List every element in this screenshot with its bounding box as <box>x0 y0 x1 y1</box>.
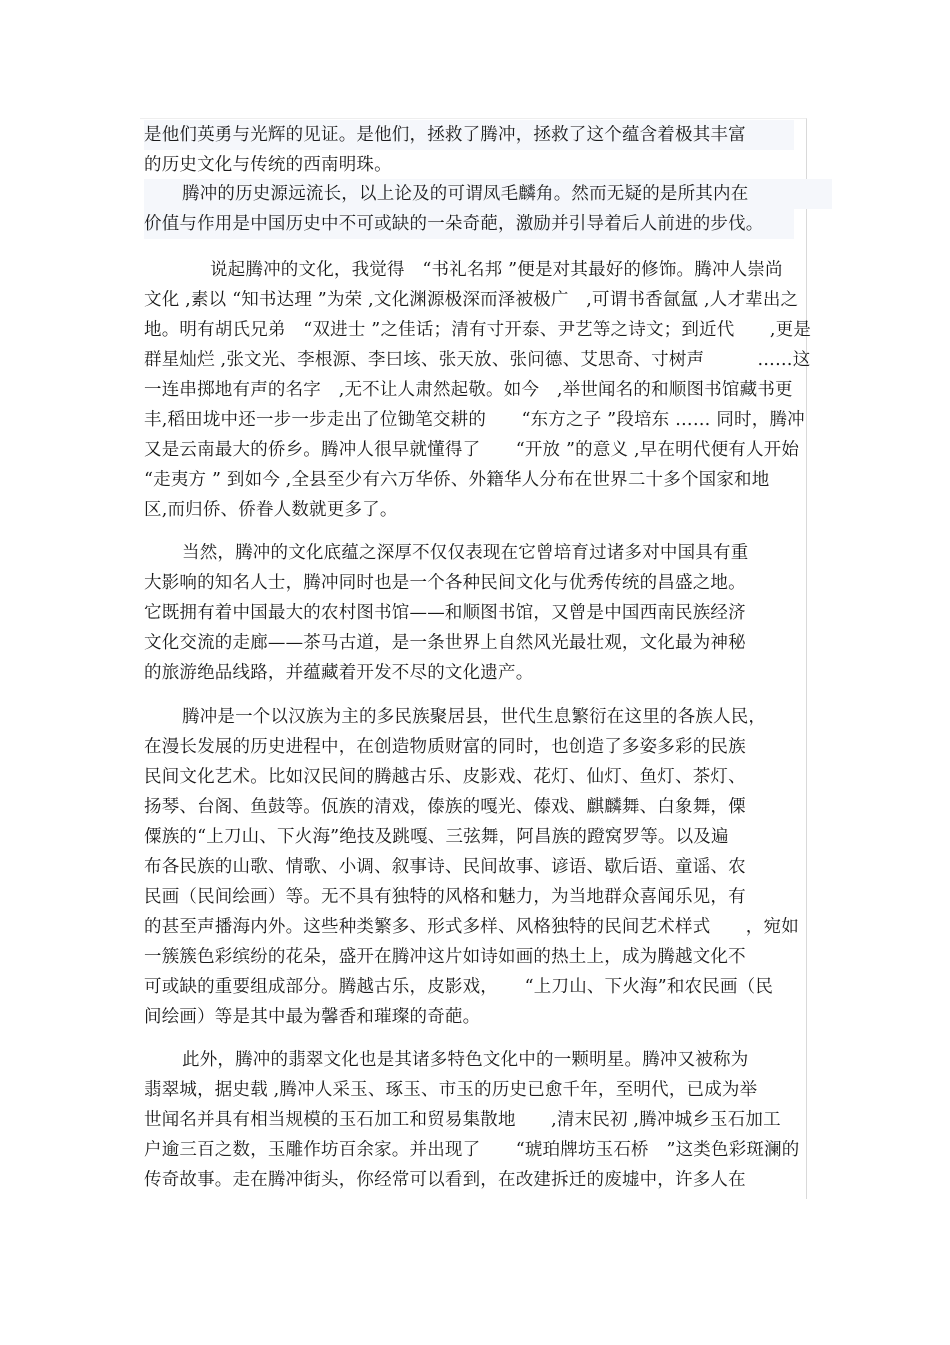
text-line: 群星灿烂 ,张文光、李根源、李曰垓、张天放、张问德、艾思奇、寸树声 ……这 <box>144 350 811 370</box>
paragraph-2 <box>144 179 808 239</box>
text-line: 文化 ,素以 “知书达理 ”为荣 ,文化渊源极深而泽被极广 ,可谓书香氤氲 ,人才辈出之 <box>144 290 799 310</box>
text-line: 大影响的知名人士，腾冲同时也是一个各种民间文化与优秀传统的昌盛之地。 <box>144 573 746 593</box>
text-line: 户逾三百之数，玉雕作坊百余家。并出现了 “琥珀牌坊玉石桥 ”这类色彩斑澜的 <box>144 1140 800 1160</box>
paragraph-4 <box>144 538 808 688</box>
text-line: 一簇簇色彩缤纷的花朵，盛开在腾冲这片如诗如画的热土上，成为腾越文化不 <box>144 947 746 967</box>
text-line: 可或缺的重要组成部分。腾越古乐，皮影戏， “上刀山、下火海”和农民画（民 <box>144 977 774 997</box>
text-line: 世闻名并具有相当规模的玉石加工和贸易集散地 ,清末民初 ,腾冲城乡玉石加工 <box>144 1110 781 1130</box>
text-line: 一连串掷地有声的名字 ,无不让人肃然起敬。如今 ,举世闻名的和顺图书馆藏书更 <box>144 380 793 400</box>
text-line: 价值与作用是中国历史中不可或缺的一朵奇葩，激励并引导着后人前进的步伐。 <box>144 209 794 239</box>
paragraph-3 <box>144 255 812 525</box>
text-line: 区,而归侨、侨眷人数就更多了。 <box>144 500 398 520</box>
paragraph-5 <box>144 702 808 1032</box>
text-line: 翡翠城，据史载 ,腾冲人采玉、琢玉、市玉的历史已愈千年，至明代，已成为举 <box>144 1080 758 1100</box>
text-line: 的甚至声播海内外。这些种类繁多、形式多样、风格独特的民间艺术样式 ，宛如 <box>144 917 799 937</box>
text-line: 布各民族的山歌、情歌、小调、叙事诗、民间故事、谚语、歇后语、童谣、农 <box>144 857 746 877</box>
text-line: 腾冲的历史源远流长，以上论及的可谓凤毛麟角。然而无疑的是所其内在 <box>144 179 832 209</box>
text-line: 的旅游绝品线路，并蕴藏着开发不尽的文化遗产。 <box>144 663 534 683</box>
text-line: 民间文化艺术。比如汉民间的腾越古乐、皮影戏、花灯、仙灯、鱼灯、茶灯、 <box>144 767 746 787</box>
text-line: 地。明有胡氏兄弟 “双进士 ”之佳话；清有寸开泰、尹艺等之诗文；到近代 ,更是 <box>144 320 812 340</box>
text-line: 当然，腾冲的文化底蕴之深厚不仅仅表现在它曾培育过诸多对中国具有重 <box>182 543 749 563</box>
text-line: “走夷方 ” 到如今 ,全县至少有六万华侨、外籍华人分布在世界二十多个国家和地 <box>144 470 770 490</box>
text-line: 间绘画）等是其中最为馨香和璀璨的奇葩。 <box>144 1007 481 1027</box>
text-line: 说起腾冲的文化，我觉得 “书礼名邦 ”便是对其最好的修饰。腾冲人崇尚 <box>210 260 783 280</box>
text-line: 扬琴、台阁、鱼鼓等。佤族的清戏，傣族的嘎光、傣戏、麒麟舞、白象舞，傈 <box>144 797 746 817</box>
text-line: 文化交流的走廊——茶马古道，是一条世界上自然风光最壮观，文化最为神秘 <box>144 633 746 653</box>
text-line: 传奇故事。走在腾冲街头，你经常可以看到，在改建拆迁的废墟中，许多人在 <box>144 1170 746 1190</box>
text-line: 在漫长发展的历史进程中，在创造物质财富的同时，也创造了多姿多彩的民族 <box>144 737 746 757</box>
text-line: 的历史文化与传统的西南明珠。 <box>144 155 392 175</box>
text-line: 腾冲是一个以汉族为主的多民族聚居县，世代生息繁衍在这里的各族人民， <box>182 707 767 727</box>
paragraph-1 <box>144 120 808 180</box>
text-line: 此外，腾冲的翡翠文化也是其诸多特色文化中的一颗明星。腾冲又被称为 <box>182 1050 749 1070</box>
text-line: 又是云南最大的侨乡。腾冲人很早就懂得了 “开放 ”的意义 ,早在明代便有人开始 <box>144 440 800 460</box>
text-line: 民画（民间绘画）等。无不具有独特的风格和魅力，为当地群众喜闻乐见，有 <box>144 887 746 907</box>
paragraph-6 <box>144 1045 808 1195</box>
text-line: 它既拥有着中国最大的农村图书馆——和顺图书馆，又曾是中国西南民族经济 <box>144 603 746 623</box>
text-line: 丰,稻田垅中还一步一步走出了位锄笔交耕的 “东方之子 ”段培东 …… 同时，腾冲 <box>144 410 805 430</box>
text-line: 僳族的“上刀山、下火海”绝技及跳嘎、三弦舞，阿昌族的蹬窝罗等。以及遍 <box>144 827 729 847</box>
text-line: 是他们英勇与光辉的见证。是他们，拯救了腾冲，拯救了这个蕴含着极其丰富 <box>144 120 794 150</box>
